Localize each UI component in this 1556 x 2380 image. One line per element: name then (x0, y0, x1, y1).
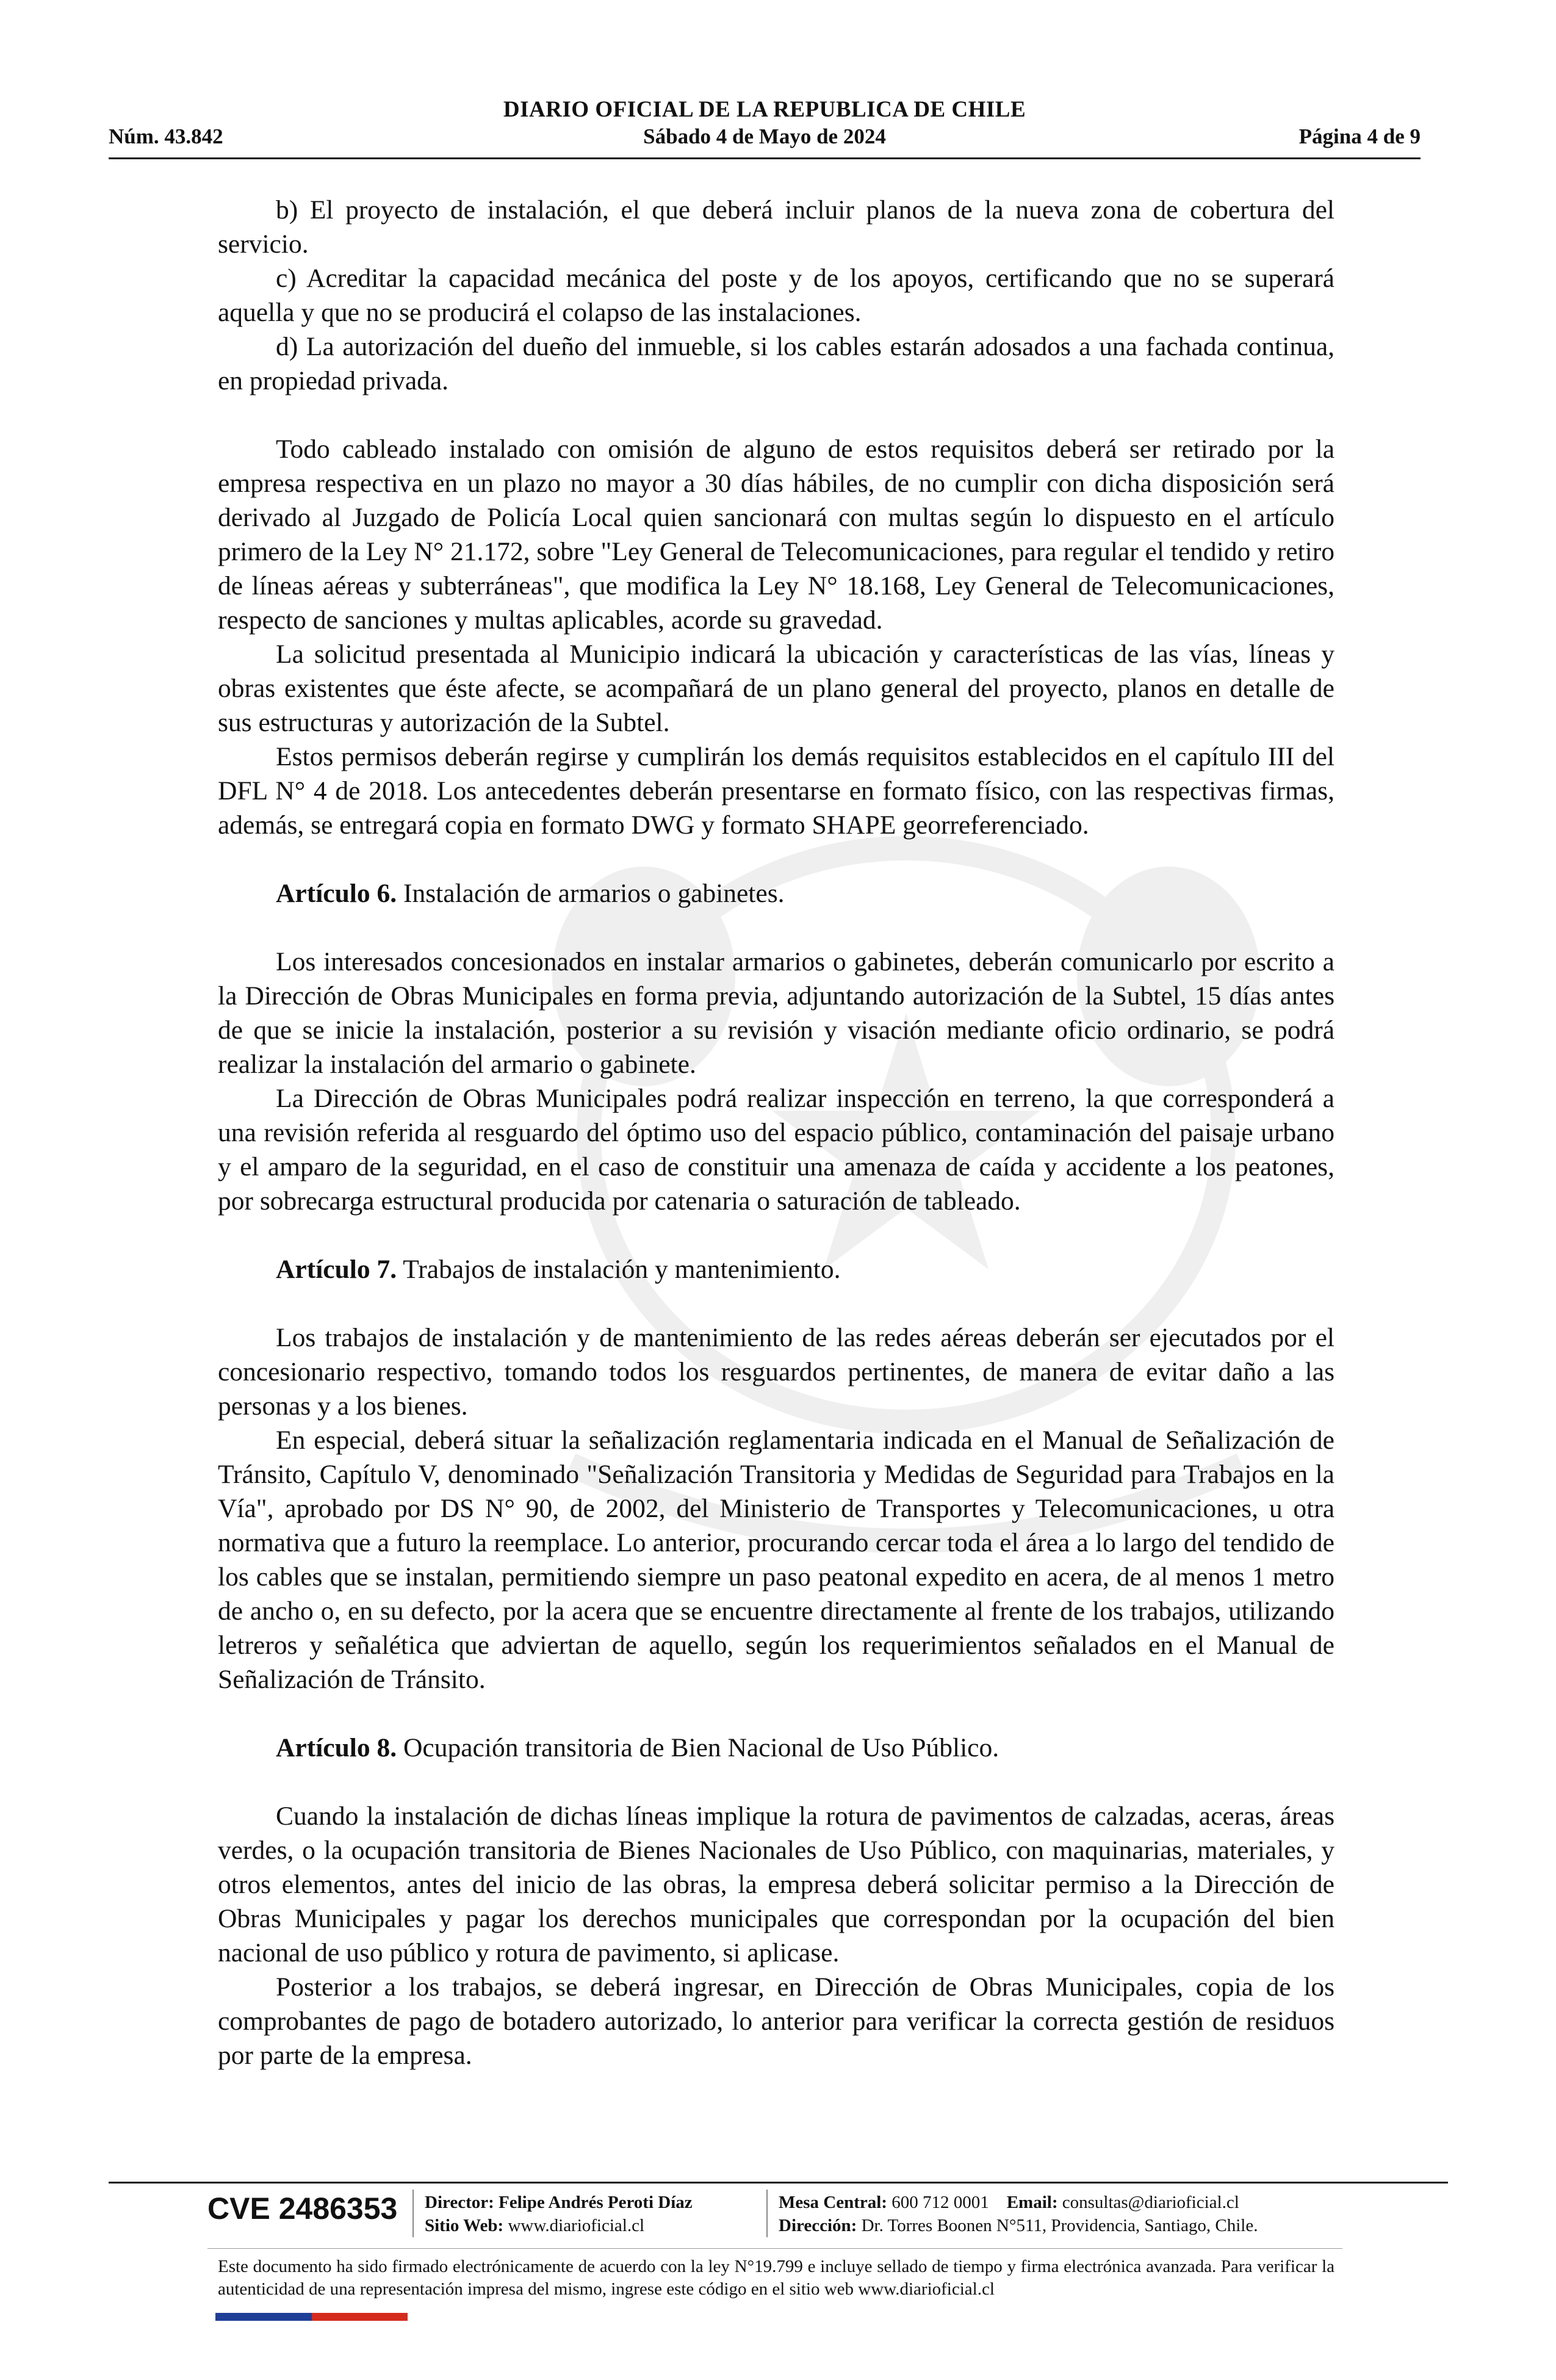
footer-contact (779, 2191, 1258, 2237)
article-heading (218, 1252, 1334, 1286)
article-label: Artículo 8. (276, 1733, 397, 1762)
paragraph: b) El proyecto de instalación, el que deberá incluir planos de la nueva zona de cobertura del servicio. (218, 195, 1334, 259)
paragraph: Cuando la instalación de dichas líneas implique la rotura de pavimentos de calzadas, aceras, áreas verdes, o la ocupación transitoria de Bienes Nacionales de Uso Público, con maquinarias, materiales, y otros elementos, antes del inicio de las obras, la empresa deberá solicitar permiso a la Dirección de Obras Municipales y pagar los derechos municipales que correspondan por la ocupación del bien nacional de uso público y rotura de pavimento, si aplicase. (218, 1801, 1334, 1967)
address-value: Dr. Torres Boonen N°511, Providencia, Santiago, Chile. (861, 2216, 1258, 2235)
article-label: Artículo 7. (276, 1255, 397, 1284)
cve-code: CVE 2486353 (207, 2191, 398, 2226)
document-body (218, 193, 1334, 2072)
footer-separator (207, 2248, 1342, 2249)
paragraph: La Dirección de Obras Municipales podrá realizar inspección en terreno, la que corresponderá a una revisión referida al resguardo del óptimo uso del espacio público, contaminación del paisaje urbano y el amparo de la seguridad, en el caso de constituir una amenaza de caída y accidente a los peatones, por sobrecarga estructural producida por catenaria o saturación de tableado. (218, 1084, 1334, 1216)
issue-number: Núm. 43.842 (109, 124, 223, 148)
paragraph: Posterior a los trabajos, se deberá ingresar, en Dirección de Obras Municipales, copia de los comprobantes de pago de botadero autorizado, lo anterior para verificar la correcta gestión de residuos por parte de la empresa. (218, 1972, 1334, 2070)
paragraph: La solicitud presentada al Municipio indicará la ubicación y características de las vías, líneas y obras existentes que éste afecte, se acompañará de un plano general del proyecto, planos en detalle de sus estructuras y autorización de la Subtel. (218, 640, 1334, 737)
article-heading (218, 1731, 1334, 1765)
footer-rule (109, 2182, 1448, 2183)
website-link[interactable]: www.diarioficial.cl (508, 2216, 645, 2235)
flag-stripe (215, 2313, 408, 2321)
footer-divider (766, 2190, 768, 2237)
article-label: Artículo 6. (276, 879, 397, 908)
paragraph: c) Acreditar la capacidad mecánica del poste y de los apoyos, certificando que no se superará aquella y que no se producirá el colapso de las instalaciones. (218, 264, 1334, 327)
paragraph: Los trabajos de instalación y de mantenimiento de las redes aéreas deberán ser ejecutados por el concesionario respectivo, tomando todos los resguardos pertinentes, de manera de evitar daño a las personas y a los bienes. (218, 1323, 1334, 1421)
paragraph: Todo cableado instalado con omisión de alguno de estos requisitos deberá ser retirado por la empresa respectiva en un plazo no mayor a 30 días hábiles, de no cumplir con dicha disposición será derivado al Juzgado de Policía Local quien sancionará con multas según lo dispuesto en el artículo primero de la Ley N° 21.172, sobre "Ley General de Telecomunicaciones, para regular el tendido y retiro de líneas aéreas y subterráneas", que modifica la Ley N° 18.168, Ley General de Telecomunicaciones, respecto de sanciones y multas aplicables, acorde su gravedad. (218, 435, 1334, 635)
article-title: Ocupación transitoria de Bien Nacional de Uso Público. (403, 1733, 1000, 1762)
email-label: Email: (1006, 2193, 1058, 2212)
article-title: Instalación de armarios o gabinetes. (403, 879, 785, 908)
director-label: Director: (425, 2193, 494, 2212)
flag-blue-segment (215, 2313, 312, 2321)
director-name: Felipe Andrés Peroti Díaz (499, 2193, 693, 2212)
article-title: Trabajos de instalación y mantenimiento. (403, 1255, 841, 1284)
signature-notice: Este documento ha sido firmado electrónicamente de acuerdo con la ley N°19.799 e incluye sellado de tiempo y firma electrónica avanzada. Para verificar la autenticidad de una representación impresa del mismo, ingrese este código en el sitio web www.diarioficial.cl (218, 2257, 1334, 2299)
paragraph: Estos permisos deberán regirse y cumplirán los demás requisitos establecidos en el capítulo III del DFL N° 4 de 2018. Los antecedentes deberán presentarse en formato físico, con las respectivas firmas, además, se entregará copia en formato DWG y formato SHAPE georreferenciado. (218, 742, 1334, 840)
issue-date: Sábado 4 de Mayo de 2024 (643, 124, 886, 148)
article-heading (218, 876, 1334, 911)
email-link[interactable]: consultas@diarioficial.cl (1062, 2193, 1239, 2212)
page-header (109, 93, 1421, 160)
paragraph: En especial, deberá situar la señalización reglamentaria indicada en el Manual de Señalización de Tránsito, Capítulo V, denominado "Señalización Transitoria y Medidas de Seguridad para Trabajos en la Vía", aprobado por DS N° 90, de 2002, del Ministerio de Transportes y Telecomunicaciones, u otra normativa que a futuro la reemplace. Lo anterior, procurando cercar toda el área a lo largo del tendido de los cables que se instalan, permitiendo siempre un paso peatonal expedito en acera, de al menos 1 metro de ancho o, en su defecto, por la acera que se encuentre directamente al frente de los trabajos, utilizando letreros y señalética que adviertan de aquello, según los requerimientos señalados en el Manual de Señalización de Tránsito. (218, 1426, 1334, 1694)
paragraph: Los interesados concesionados en instalar armarios o gabinetes, deberán comunicarlo por escrito a la Dirección de Obras Municipales en forma previa, adjuntando autorización de la Subtel, 15 días antes de que se inicie la instalación, posterior a su revisión y visación mediante oficio ordinario, se podrá realizar la instalación del armario o gabinete. (218, 947, 1334, 1079)
paragraph: d) La autorización del dueño del inmueble, si los cables estarán adosados a una fachada continua, en propiedad privada. (218, 332, 1334, 395)
phone-label: Mesa Central: (779, 2193, 887, 2212)
page-number: Página 4 de 9 (1298, 124, 1421, 148)
header-rule (109, 157, 1421, 159)
flag-red-segment (312, 2313, 408, 2321)
newspaper-title: DIARIO OFICIAL DE LA REPUBLICA DE CHILE (503, 97, 1026, 122)
footer-director (425, 2191, 693, 2237)
address-label: Dirección: (779, 2216, 857, 2235)
footer-divider (412, 2190, 414, 2237)
phone-value: 600 712 0001 (891, 2193, 989, 2212)
website-label: Sitio Web: (425, 2216, 504, 2235)
